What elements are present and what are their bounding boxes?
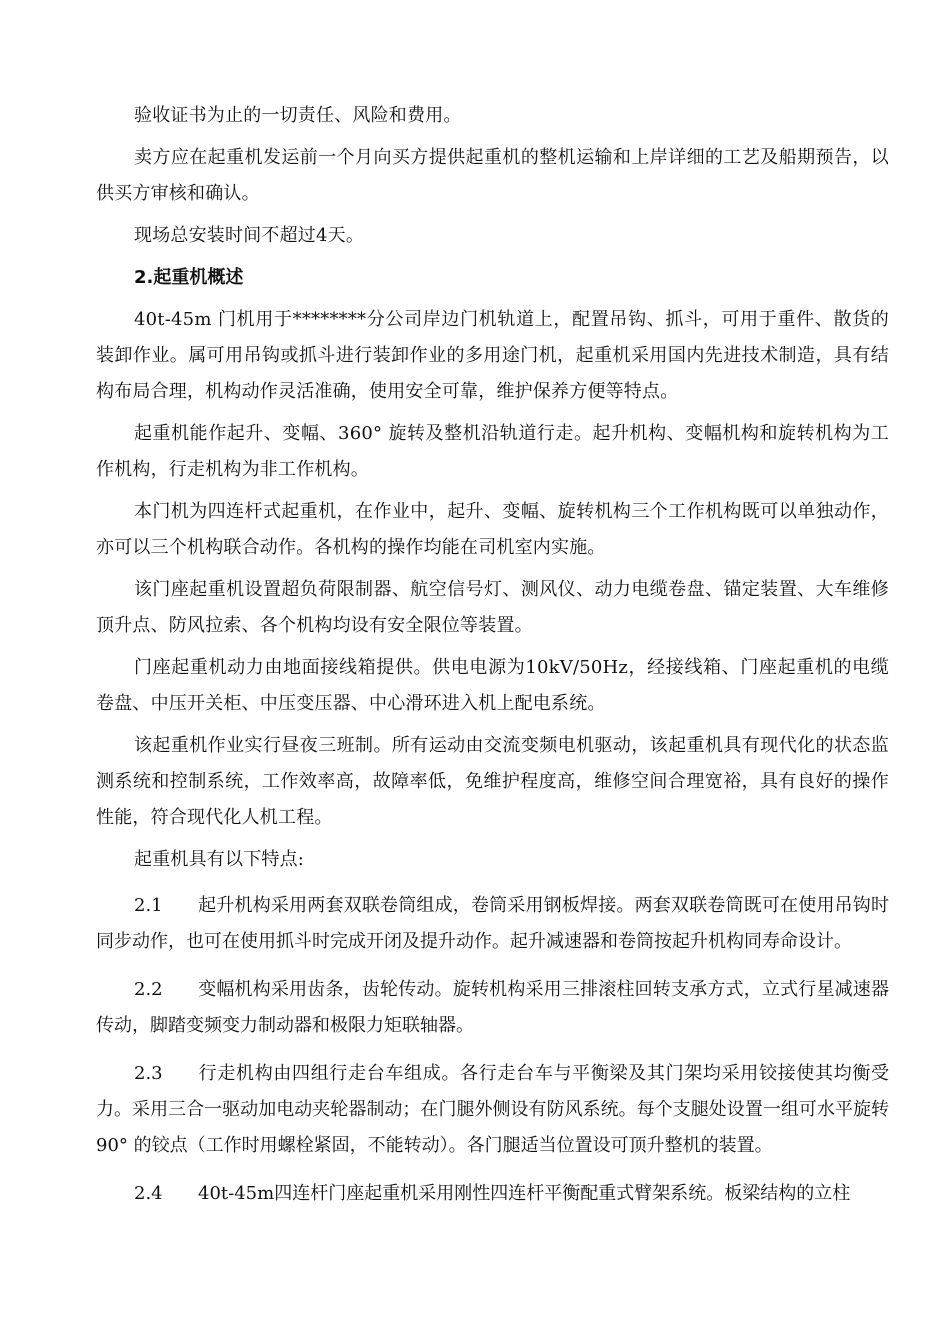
item-text: 行走机构由四组行走台车组成。各行走台车与平衡梁及其门架均采用铰接使其均衡受力。采用三合一驱动加电动夹轮器制动；在门腿外侧设有防风系统。每个支腿处设置一组可水平旋转90° 的铰点（工作时用螺栓紧固，不能转动）。各门腿适当位置设可顶升整机的装置。 (96, 1063, 889, 1156)
item-number: 2.2 (134, 979, 163, 1000)
paragraph-safety-devices: 该门座起重机设置超负荷限制器、航空信号灯、测风仪、动力电缆卷盘、锚定装置、大车维修顶升点、防风拉索、各个机构均设有安全限位等装置。 (96, 579, 889, 636)
item-number: 2.3 (134, 1063, 163, 1084)
paragraph-four-link: 本门机为四连杆式起重机，在作业中，起升、变幅、旋转机构三个工作机构既可以单独动作，亦可以三个机构联合动作。各机构的操作均能在司机室内实施。 (96, 501, 889, 558)
list-item (96, 888, 889, 960)
paragraph-shipping-notice: 卖方应在起重机发运前一个月向买方提供起重机的整机运输和上岸详细的工艺及船期预告，以供买方审核和确认。 (96, 147, 889, 204)
paragraph-install-time: 现场总安装时间不超过4天。 (134, 225, 365, 246)
item-number: 2.4 (134, 1183, 163, 1204)
list-item (96, 972, 889, 1044)
paragraph-features-intro: 起重机具有以下特点: (134, 849, 305, 870)
document-page (96, 98, 889, 1224)
item-number: 2.1 (134, 895, 163, 916)
paragraph-motions: 起重机能作起升、变幅、360° 旋转及整机沿轨道行走。起升机构、变幅机构和旋转机构为工作机构，行走机构为非工作机构。 (96, 423, 889, 480)
paragraph-power-supply: 门座起重机动力由地面接线箱提供。供电电源为10kV/50Hz，经接线箱、门座起重机的电缆卷盘、中压开关柜、中压变压器、中心滑环进入机上配电系统。 (96, 657, 889, 714)
item-text: 变幅机构采用齿条，齿轮传动。旋转机构采用三排滚柱回转支承方式，立式行星减速器传动，脚踏变频变力制动器和极限力矩联轴器。 (96, 979, 889, 1036)
item-text: 40t-45m四连杆门座起重机采用刚性四连杆平衡配重式臂架系统。板梁结构的立柱 (198, 1183, 851, 1204)
item-text: 起升机构采用两套双联卷筒组成，卷筒采用钢板焊接。两套双联卷筒既可在使用吊钩时同步动作，也可在使用抓斗时完成开闭及提升动作。起升减速器和卷筒按起升机构同寿命设计。 (96, 895, 889, 952)
paragraph-acceptance: 验收证书为止的一切责任、风险和费用。 (134, 105, 462, 126)
list-item (96, 1056, 889, 1164)
paragraph-overview: 40t-45m 门机用于********分公司岸边门机轨道上，配置吊钩、抓斗，可用于重件、散货的装卸作业。属可用吊钩或抓斗进行装卸作业的多用途门机，起重机采用国内先进技术制造，具有结构布局合理，机构动作灵活准确，使用安全可靠，维护保养方便等特点。 (96, 309, 889, 402)
paragraph-operation: 该起重机作业实行昼夜三班制。所有运动由交流变频电机驱动，该起重机具有现代化的状态监测系统和控制系统，工作效率高，故障率低，免维护程度高，维修空间合理宽裕，具有良好的操作性能，符合现代化人机工程。 (96, 735, 889, 828)
section-heading: 2.起重机概述 (134, 267, 244, 288)
list-item (96, 1176, 889, 1212)
